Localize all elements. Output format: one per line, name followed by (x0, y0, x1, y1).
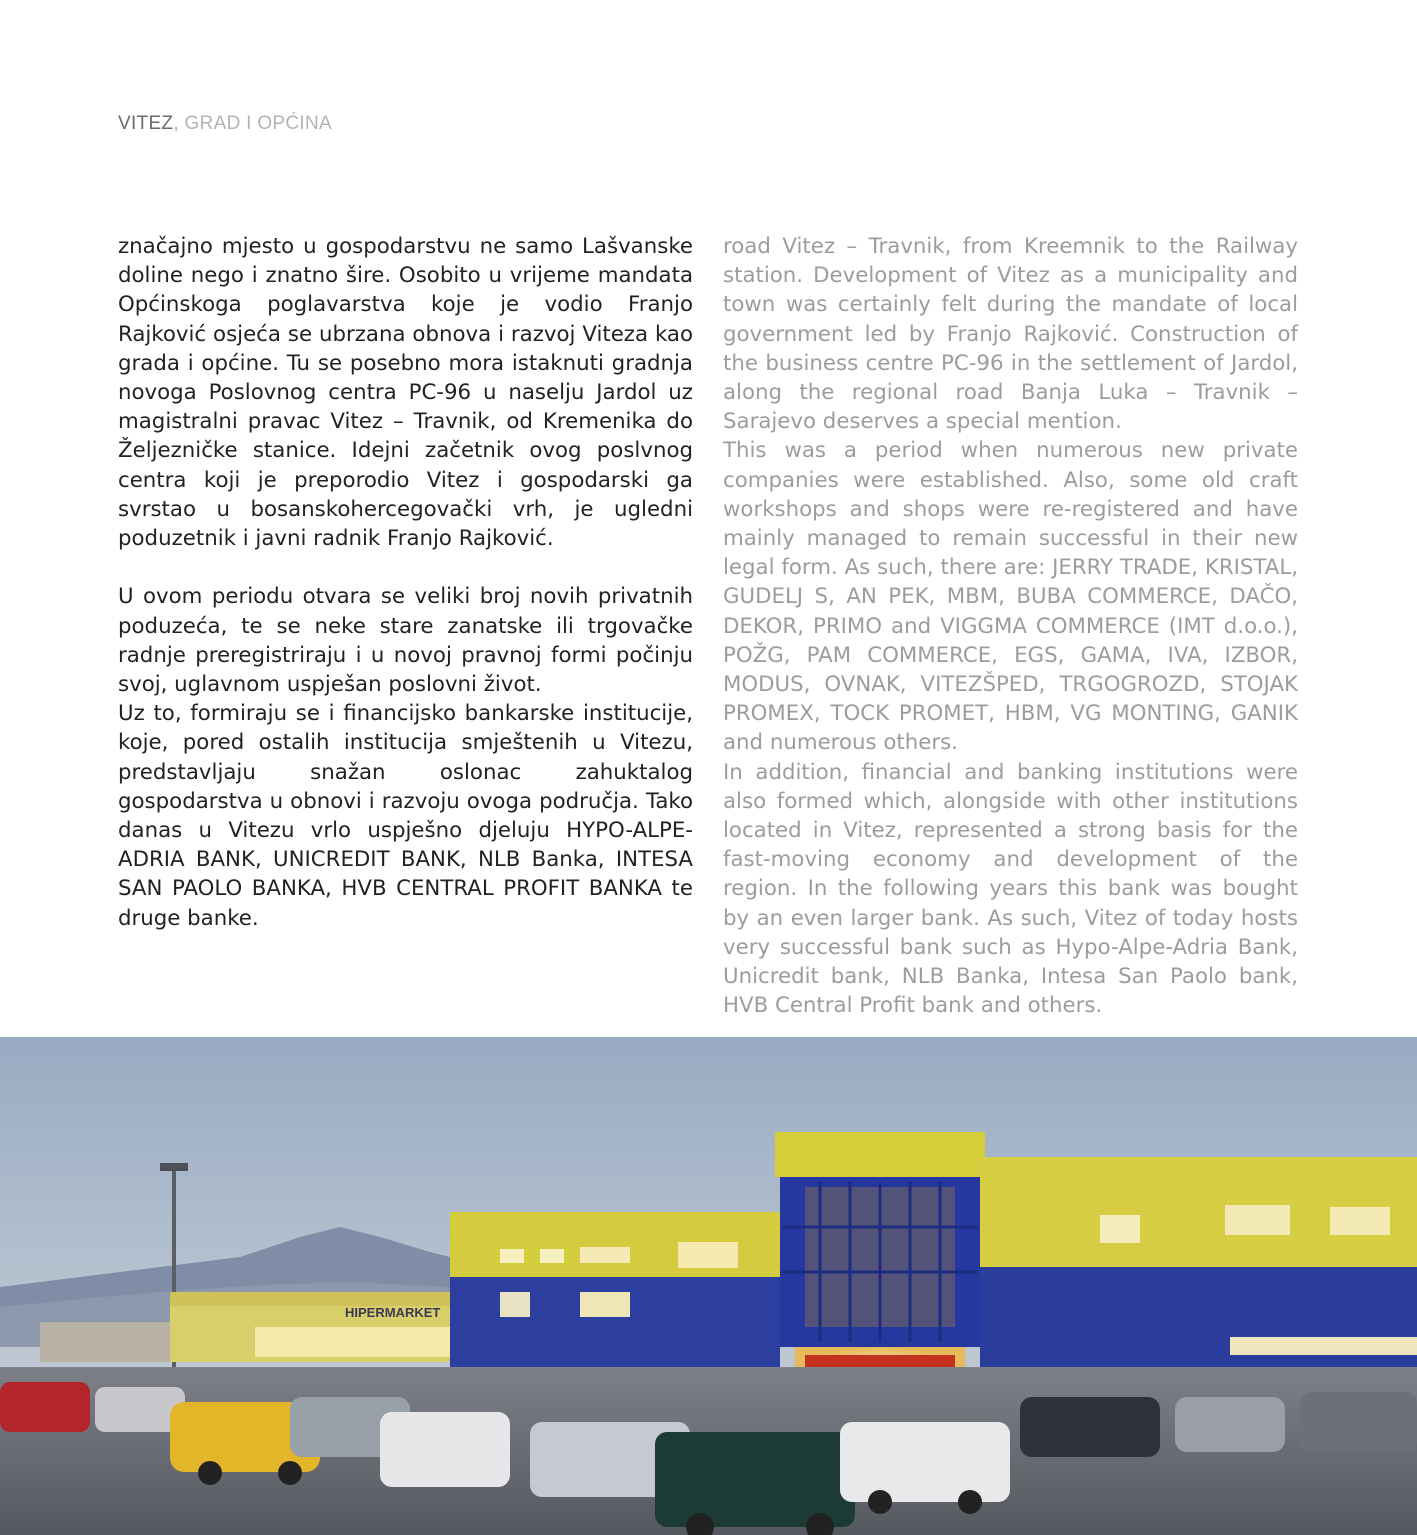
window (1330, 1207, 1390, 1235)
wheel (198, 1461, 222, 1485)
left-paragraph-1: značajno mjesto u gospodarstvu ne samo Lašvanske doline nego i znatno šire. Osobito u vrijeme mandata Općinskoga poglavarstva koje je vodio Franjo Rajković osjeća se ubrzana obnova i razvoj Viteza kao grada i općine. Tu se posebno mora istaknuti gradnja novoga Poslovnog centra PC-96 u naselju Jardol uz magistralni pravac Vitez – Travnik, od Kremenika do Željezničke stanice. Idejni začetnik ovog poslvnog centra koji je preporodio Vitez i gospodarski ga svrstao u bosanskohercegovački vrh, je ugledni poduzetnik i javni radnik Franjo Rajković. (118, 234, 693, 552)
side-building (40, 1322, 170, 1362)
window (500, 1249, 524, 1263)
wheel (958, 1490, 982, 1514)
window (1100, 1215, 1140, 1243)
hypermarket-sign: HIPERMARKET (345, 1305, 441, 1320)
window (540, 1249, 564, 1263)
header-title-rest: , GRAD I OPĆINA (173, 113, 332, 134)
left-paragraph-3: Uz to, formiraju se i financijsko bankarske institucije, koje, pored ostalih institucija smještenih u Vitezu, predstavljaju snažan oslonac zahuktalog gospodarstva u obnovi i razvoju ovoga područja. Tako danas u Vitezu vrlo uspješno djeluju HYPO-ALPE-ADRIA BANK, UNICREDIT BANK, NLB Banka, INTESA SAN PAOLO BANKA, HVB CENTRAL PROFIT BANKA te druge banke. (118, 701, 693, 931)
wheel (278, 1461, 302, 1485)
rotunda-top (775, 1132, 985, 1177)
hypermarket-fascia (170, 1292, 460, 1306)
car (0, 1382, 90, 1432)
right-paragraph-2: This was a period when numerous new private companies were established. Also, some old craft workshops and shops were re-registered and have mainly managed to remain successful in their new legal form. As such, there are: JERRY TRADE, KRISTAL, GUDELJ S, AN PEK, MBM, BUBA COMMERCE, DAČO, DEKOR, PRIMO and VIGGMA COMMERCE (IMT d.o.o.), POŽG, PAM COMMERCE, EGS, GAMA, IVA, IZBOR, MODUS, OVNAK, VITEZŠPED, TRGOGROZD, STOJAK PROMEX, TOCK PROMET, HBM, VG MONTING, GANIK and numerous others. (723, 438, 1298, 756)
running-header (118, 113, 332, 135)
car-white (840, 1422, 1010, 1502)
car-dark-green (655, 1432, 855, 1527)
window-strip (1230, 1337, 1417, 1355)
window (580, 1292, 630, 1317)
left-column-croatian (118, 232, 693, 933)
window (580, 1247, 630, 1263)
window (500, 1292, 530, 1317)
wheel (868, 1490, 892, 1514)
header-title-strong: VITEZ (118, 113, 174, 134)
car-dark (1020, 1397, 1160, 1457)
right-paragraph-1: road Vitez – Travnik, from Kreemnik to the Railway station. Development of Vitez as a municipality and town was certainly felt during the mandate of local government led by Franjo Rajković. Construction of the business centre PC-96 in the settlement of Jardol, along the regional road Banja Luka – Travnik – Sarajevo deserves a special mention. (723, 234, 1298, 435)
left-paragraph-2: U ovom periodu otvara se veliki broj novih privatnih poduzeća, te se neke stare zanatske ili trgovačke radnje preregistriraju i u novoj pravnoj formi počinju svoj, uglavnom uspješan poslovni život. (118, 584, 693, 698)
photo-illustration (0, 1037, 1417, 1535)
car-white (380, 1412, 510, 1487)
paragraph-gap (118, 553, 693, 582)
hypermarket-lit-windows (255, 1327, 455, 1357)
car (1175, 1397, 1285, 1452)
right-paragraph-3: In addition, financial and banking institutions were also formed which, alongside with other institutions located in Vitez, represented a strong basis for the fast-moving economy and development of the region. In the following years this bank was bought by an even larger bank. As such, Vitez of today hosts very successful bank such as Hypo-Alpe-Adria Bank, Unicredit bank, NLB Banka, Intesa San Paolo bank, HVB Central Profit bank and others. (723, 759, 1298, 1019)
right-column-english (723, 232, 1298, 1020)
car (1300, 1392, 1417, 1452)
window (678, 1242, 738, 1268)
light-pole-head (160, 1163, 188, 1171)
entrance-sign (805, 1355, 955, 1369)
business-centre-photo (0, 1037, 1417, 1535)
window (1225, 1205, 1290, 1235)
